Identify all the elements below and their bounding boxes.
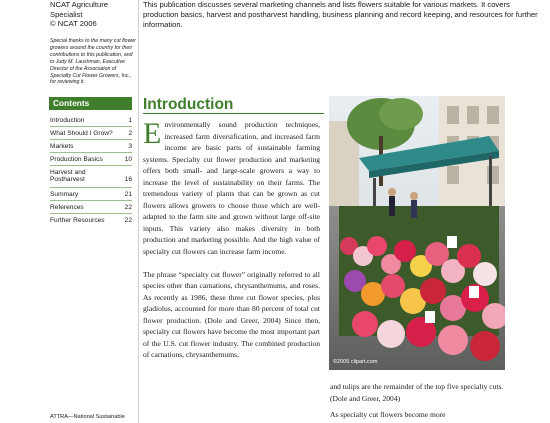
toc-item-what-should-i-grow[interactable]: [50, 130, 132, 137]
publication-footer: ATTRA—National Sustainable: [50, 414, 125, 420]
contents-header: Contents: [49, 97, 132, 110]
copyright-line: © NCAT 2006: [50, 19, 97, 29]
toc-title: Summary: [50, 191, 79, 198]
toc-title: Harvest and: [50, 169, 86, 176]
body-column-left: [143, 119, 320, 361]
toc-page: 10: [124, 156, 132, 163]
paragraph: and tulips are the remainder of the top five specialty cuts. (Dole and Greer, 2004): [330, 382, 504, 403]
toc-item-harvest[interactable]: [50, 169, 132, 183]
photo-credit: ©2005 clipart.com: [333, 359, 378, 365]
acknowledgement-text: Special thanks to the many cut flower growers around the country for their contributions to this publication, and to Judy M. Laushman, Executive Director of the Association of Specialty Cut Flower Growers, Inc., for reviewing it.: [50, 38, 136, 86]
body-column-right: [330, 381, 506, 421]
toc-title: Introduction: [50, 117, 85, 124]
toc-item-further-resources[interactable]: [50, 217, 132, 224]
toc-title: What Should I Grow?: [50, 130, 113, 137]
toc-divider: [50, 165, 132, 166]
author-byline: [50, 0, 134, 29]
toc-title: Production Basics: [50, 156, 103, 163]
toc-divider: [50, 213, 132, 214]
toc-divider: [50, 187, 132, 188]
toc-page: 3: [128, 143, 132, 150]
toc-page: 21: [124, 191, 132, 198]
toc-item-references[interactable]: [50, 204, 132, 211]
paragraph-text: nvironmentally sound production techniques, increased farm diversification, and increased farm income are basic parts of sustainable farming systems. Specialty cut flower production and marketing offers both small- and large-scale growers a way to increase the level of sustainability on their farms. The tremendous variety of plants that can be grown as cut flowers allows growers to choose those which are well-adapted to the farm site and grown without large off-site inputs. This variety also makes diversity in both production and marketing possible. And the high value of specialty cut flowers can increase farm income.: [143, 120, 320, 257]
toc-item-markets[interactable]: [50, 143, 132, 150]
paragraph: [143, 119, 320, 258]
toc-page: 22: [124, 204, 132, 211]
section-heading: Introduction: [143, 96, 234, 113]
toc-page: 16: [124, 176, 132, 183]
sidebar: [0, 0, 138, 423]
toc-item-production-basics[interactable]: [50, 156, 132, 163]
paragraph: The phrase “specialty cut flower” originally referred to all species other than carnations, chrysanthemums, and roses. As recently as 1986, these three cut flower species, plus gladiolus, accounted for more than 80 percent of total cut flower production. (Dole and Greer, 2004) Since then, specialty cut flowers have become the most important part of the U.S. cut flower industry. The combined production of carnations, chrysanthemums,: [143, 269, 320, 360]
toc-divider: [50, 126, 132, 127]
flower-market-photo: [329, 96, 505, 370]
toc-divider: [50, 200, 132, 201]
toc-item-introduction[interactable]: [50, 117, 132, 124]
toc-page: 22: [124, 217, 132, 224]
column-divider: [138, 0, 139, 423]
toc-divider: [50, 139, 132, 140]
drop-cap: E: [143, 117, 162, 150]
toc-page: 1: [128, 117, 132, 124]
toc-divider: [50, 152, 132, 153]
toc-title: Further Resources: [50, 217, 105, 224]
heading-underline: [143, 113, 324, 114]
paragraph: As specialty cut flowers become more: [330, 410, 446, 420]
toc-title: Markets: [50, 143, 74, 150]
toc-item-summary[interactable]: [50, 191, 132, 198]
toc-page: 2: [128, 130, 132, 137]
toc-title: References: [50, 204, 84, 211]
byline-line: Specialist: [50, 9, 83, 19]
byline-line: NCAT Agriculture: [50, 0, 108, 9]
toc-title-continued: Postharvest: [50, 176, 85, 183]
summary-paragraph: This publication discusses several marketing channels and lists flowers suitable for various markets. It covers production basics, harvest and postharvest handling, business planning and record keeping, and resources for further information.: [143, 0, 538, 29]
photo-illustration: [329, 96, 505, 370]
